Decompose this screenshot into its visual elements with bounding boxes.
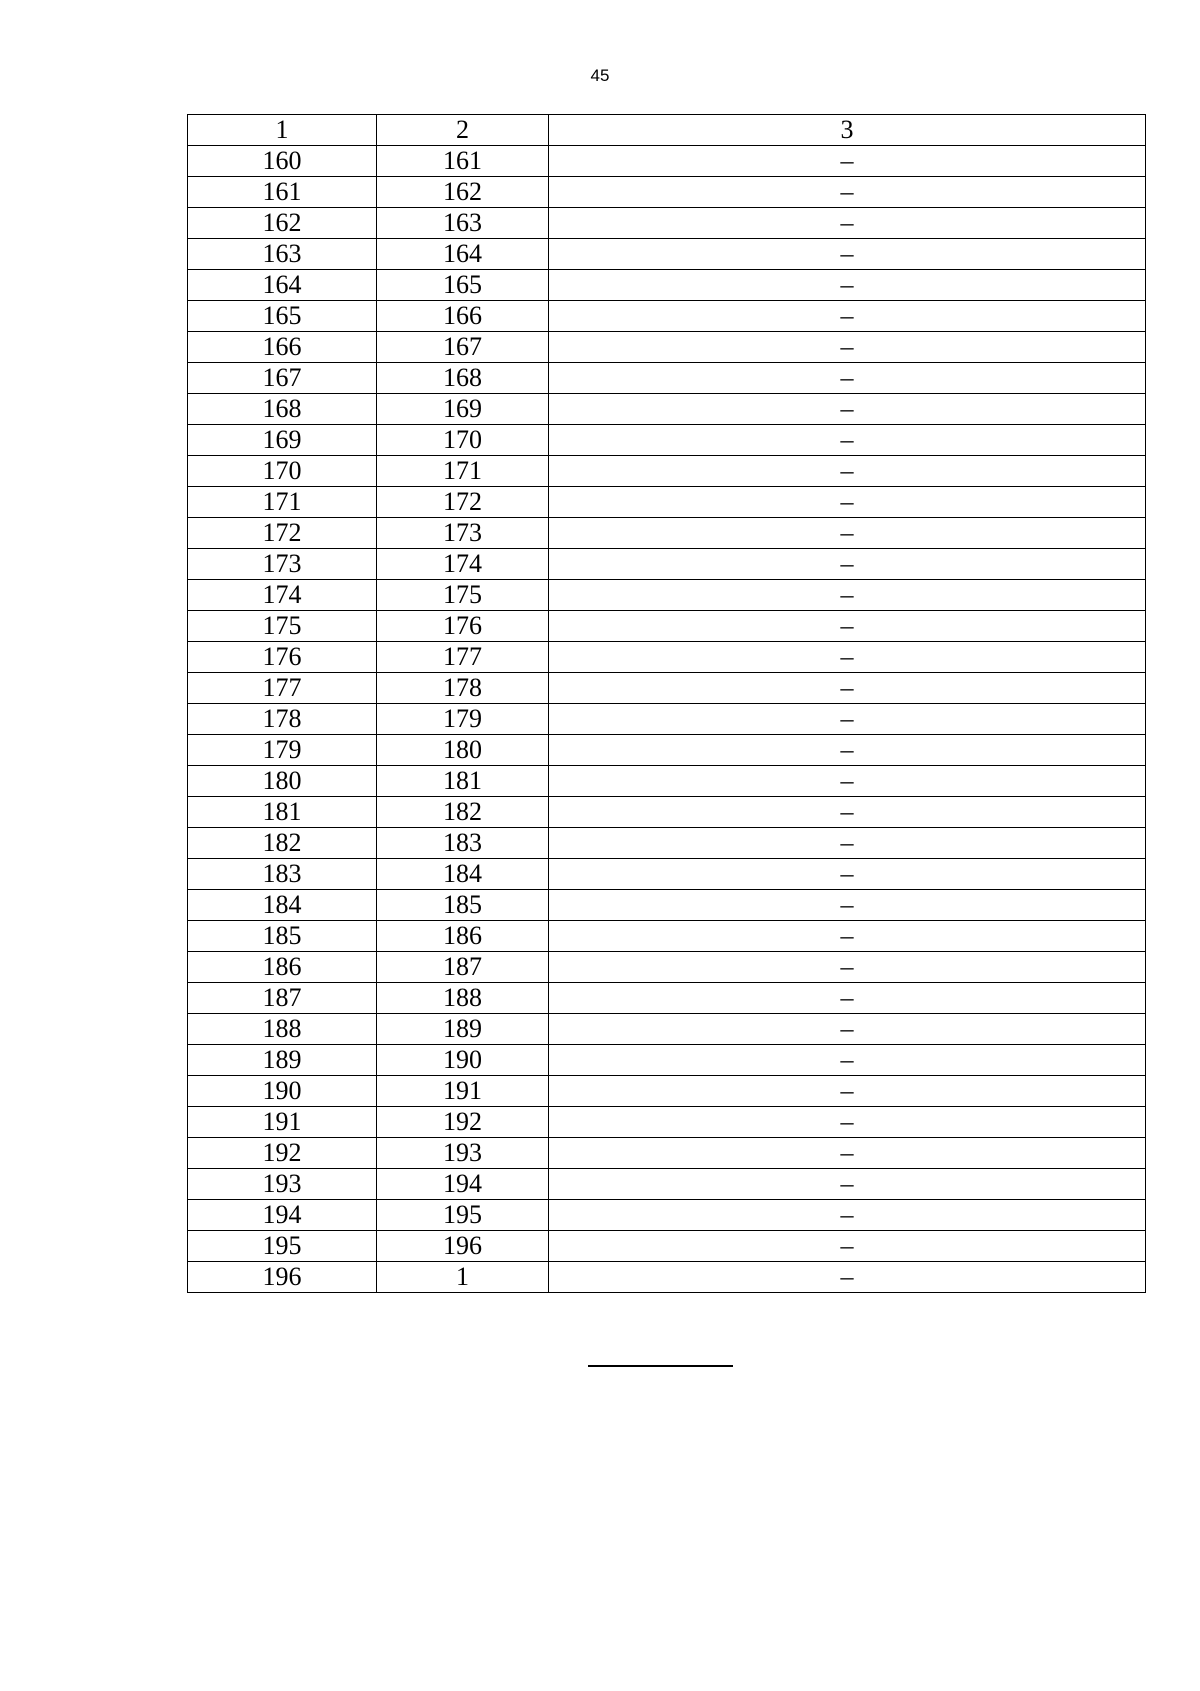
data-table	[187, 114, 1146, 1293]
table-cell-col-1: 192	[188, 1138, 377, 1169]
table-row	[188, 1076, 1146, 1107]
table-cell-col-3: –	[549, 1045, 1146, 1076]
table-cell-col-2: 188	[377, 983, 549, 1014]
table-body	[188, 146, 1146, 1293]
table-cell-col-3: –	[549, 177, 1146, 208]
table-cell-col-1: 161	[188, 177, 377, 208]
table-row	[188, 518, 1146, 549]
table-cell-col-1: 172	[188, 518, 377, 549]
table-cell-col-3: –	[549, 952, 1146, 983]
table-row	[188, 859, 1146, 890]
table-cell-col-2: 174	[377, 549, 549, 580]
table-cell-col-2: 187	[377, 952, 549, 983]
table-cell-col-1: 178	[188, 704, 377, 735]
table-header-row	[188, 115, 1146, 146]
table-cell-col-2: 177	[377, 642, 549, 673]
table-cell-col-1: 163	[188, 239, 377, 270]
table-cell-col-3: –	[549, 766, 1146, 797]
table-cell-col-3: –	[549, 239, 1146, 270]
end-of-section-line	[588, 1365, 733, 1367]
table-row	[188, 952, 1146, 983]
table-row	[188, 766, 1146, 797]
table-cell-col-2: 173	[377, 518, 549, 549]
table-cell-col-1: 173	[188, 549, 377, 580]
table-cell-col-1: 162	[188, 208, 377, 239]
table-row	[188, 1262, 1146, 1293]
table-cell-col-1: 170	[188, 456, 377, 487]
table-cell-col-2: 163	[377, 208, 549, 239]
table-cell-col-3: –	[549, 394, 1146, 425]
table-cell-col-2: 181	[377, 766, 549, 797]
table-cell-col-3: –	[549, 859, 1146, 890]
table-row	[188, 1014, 1146, 1045]
table-row	[188, 146, 1146, 177]
table-cell-col-1: 180	[188, 766, 377, 797]
table-cell-col-1: 164	[188, 270, 377, 301]
table-cell-col-2: 162	[377, 177, 549, 208]
table-cell-col-1: 181	[188, 797, 377, 828]
table-cell-col-1: 184	[188, 890, 377, 921]
table-row	[188, 580, 1146, 611]
table-row	[188, 611, 1146, 642]
table-cell-col-1: 188	[188, 1014, 377, 1045]
table-row	[188, 487, 1146, 518]
table-cell-col-3: –	[549, 1200, 1146, 1231]
table-cell-col-2: 175	[377, 580, 549, 611]
table-cell-col-2: 166	[377, 301, 549, 332]
table-cell-col-2: 183	[377, 828, 549, 859]
table-cell-col-1: 190	[188, 1076, 377, 1107]
table-cell-col-2: 186	[377, 921, 549, 952]
table-row	[188, 177, 1146, 208]
table-cell-col-1: 167	[188, 363, 377, 394]
table-cell-col-3: –	[549, 456, 1146, 487]
table-cell-col-2: 185	[377, 890, 549, 921]
table-row	[188, 1045, 1146, 1076]
table-cell-col-1: 160	[188, 146, 377, 177]
table-row	[188, 890, 1146, 921]
table-cell-col-2: 171	[377, 456, 549, 487]
table-row	[188, 456, 1146, 487]
table-cell-col-2: 191	[377, 1076, 549, 1107]
table-cell-col-1: 183	[188, 859, 377, 890]
table-row	[188, 1169, 1146, 1200]
table-cell-col-2: 196	[377, 1231, 549, 1262]
column-header-2: 2	[377, 115, 549, 146]
table-cell-col-3: –	[549, 363, 1146, 394]
table-cell-col-2: 168	[377, 363, 549, 394]
page-number: 45	[590, 66, 610, 85]
table-cell-col-2: 194	[377, 1169, 549, 1200]
table-row	[188, 301, 1146, 332]
table-cell-col-3: –	[549, 146, 1146, 177]
table-cell-col-3: –	[549, 1138, 1146, 1169]
table-row	[188, 642, 1146, 673]
table-cell-col-1: 193	[188, 1169, 377, 1200]
table-row	[188, 1107, 1146, 1138]
table-cell-col-2: 172	[377, 487, 549, 518]
table-cell-col-3: –	[549, 1231, 1146, 1262]
table-cell-col-3: –	[549, 735, 1146, 766]
table-cell-col-3: –	[549, 518, 1146, 549]
table-cell-col-1: 179	[188, 735, 377, 766]
table-cell-col-1: 191	[188, 1107, 377, 1138]
table-cell-col-2: 165	[377, 270, 549, 301]
table-row	[188, 549, 1146, 580]
table-cell-col-1: 169	[188, 425, 377, 456]
table-row	[188, 673, 1146, 704]
table-cell-col-3: –	[549, 1076, 1146, 1107]
table-cell-col-2: 179	[377, 704, 549, 735]
table-cell-col-3: –	[549, 487, 1146, 518]
table-cell-col-1: 171	[188, 487, 377, 518]
table-row	[188, 1200, 1146, 1231]
table-cell-col-2: 184	[377, 859, 549, 890]
table-row	[188, 363, 1146, 394]
table-cell-col-2: 176	[377, 611, 549, 642]
table-cell-col-3: –	[549, 921, 1146, 952]
table-cell-col-3: –	[549, 208, 1146, 239]
table-cell-col-2: 161	[377, 146, 549, 177]
table-cell-col-3: –	[549, 332, 1146, 363]
table-cell-col-3: –	[549, 704, 1146, 735]
table-row	[188, 704, 1146, 735]
table-row	[188, 394, 1146, 425]
table-cell-col-1: 174	[188, 580, 377, 611]
table-row	[188, 735, 1146, 766]
table-cell-col-1: 166	[188, 332, 377, 363]
table-row	[188, 270, 1146, 301]
table-cell-col-2: 164	[377, 239, 549, 270]
data-table-container	[187, 114, 1145, 1293]
table-cell-col-1: 189	[188, 1045, 377, 1076]
table-cell-col-2: 1	[377, 1262, 549, 1293]
table-row	[188, 797, 1146, 828]
table-cell-col-1: 165	[188, 301, 377, 332]
table-cell-col-2: 167	[377, 332, 549, 363]
table-cell-col-3: –	[549, 270, 1146, 301]
table-row	[188, 239, 1146, 270]
table-cell-col-1: 177	[188, 673, 377, 704]
table-cell-col-3: –	[549, 797, 1146, 828]
table-cell-col-1: 176	[188, 642, 377, 673]
table-cell-col-3: –	[549, 673, 1146, 704]
table-cell-col-2: 178	[377, 673, 549, 704]
table-row	[188, 921, 1146, 952]
table-cell-col-3: –	[549, 580, 1146, 611]
table-cell-col-1: 185	[188, 921, 377, 952]
table-cell-col-3: –	[549, 425, 1146, 456]
table-cell-col-1: 195	[188, 1231, 377, 1262]
table-cell-col-3: –	[549, 1262, 1146, 1293]
table-row	[188, 983, 1146, 1014]
table-cell-col-3: –	[549, 301, 1146, 332]
table-cell-col-3: –	[549, 890, 1146, 921]
table-cell-col-1: 186	[188, 952, 377, 983]
table-cell-col-2: 195	[377, 1200, 549, 1231]
table-row	[188, 332, 1146, 363]
table-cell-col-2: 169	[377, 394, 549, 425]
table-cell-col-2: 189	[377, 1014, 549, 1045]
table-row	[188, 208, 1146, 239]
table-cell-col-3: –	[549, 1014, 1146, 1045]
table-row	[188, 828, 1146, 859]
table-cell-col-3: –	[549, 1169, 1146, 1200]
table-cell-col-3: –	[549, 1107, 1146, 1138]
table-row	[188, 1138, 1146, 1169]
table-cell-col-3: –	[549, 549, 1146, 580]
table-cell-col-2: 180	[377, 735, 549, 766]
column-header-3: 3	[549, 115, 1146, 146]
table-cell-col-2: 192	[377, 1107, 549, 1138]
table-cell-col-2: 190	[377, 1045, 549, 1076]
table-cell-col-1: 187	[188, 983, 377, 1014]
table-cell-col-1: 194	[188, 1200, 377, 1231]
table-cell-col-3: –	[549, 828, 1146, 859]
table-cell-col-1: 168	[188, 394, 377, 425]
table-cell-col-2: 182	[377, 797, 549, 828]
table-row	[188, 425, 1146, 456]
column-header-1: 1	[188, 115, 377, 146]
table-cell-col-2: 170	[377, 425, 549, 456]
table-cell-col-2: 193	[377, 1138, 549, 1169]
table-cell-col-1: 175	[188, 611, 377, 642]
table-cell-col-3: –	[549, 611, 1146, 642]
table-row	[188, 1231, 1146, 1262]
table-cell-col-3: –	[549, 983, 1146, 1014]
table-cell-col-1: 196	[188, 1262, 377, 1293]
table-cell-col-1: 182	[188, 828, 377, 859]
table-cell-col-3: –	[549, 642, 1146, 673]
